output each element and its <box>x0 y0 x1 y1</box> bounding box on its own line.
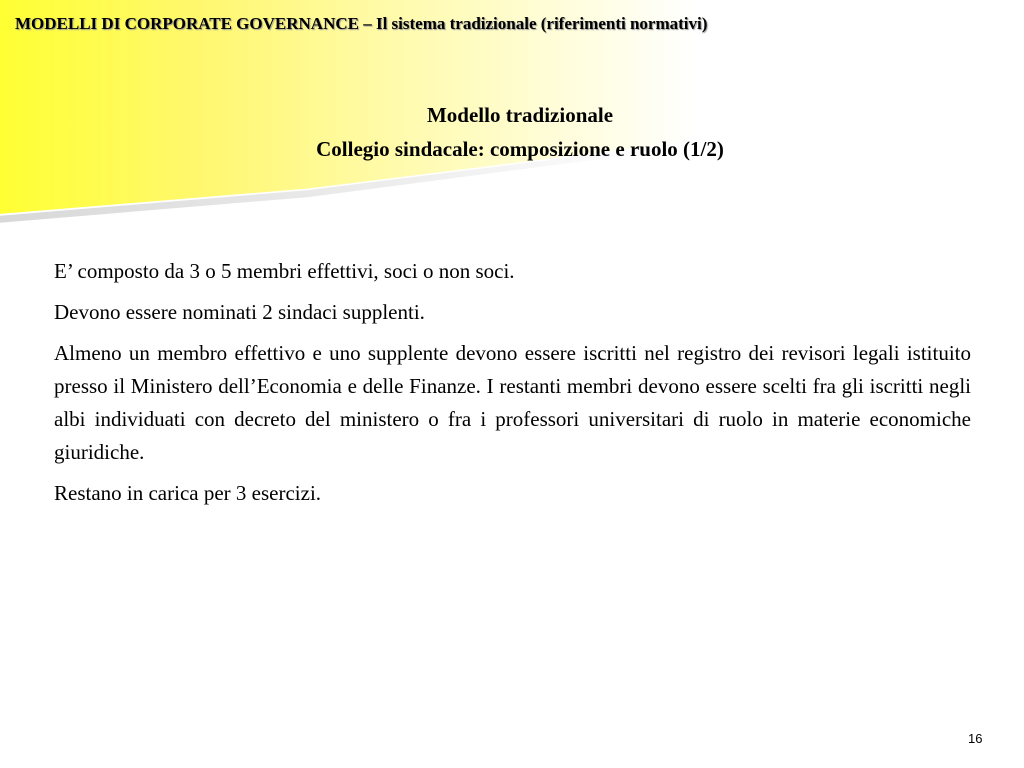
paragraph: E’ composto da 3 o 5 membri effettivi, soci o non soci. <box>54 259 515 283</box>
slide-body <box>54 255 971 518</box>
page-number: 16 <box>968 731 983 746</box>
paragraph: Restano in carica per 3 esercizi. <box>54 481 322 505</box>
slide-subtitle: Collegio sindacale: composizione e ruolo (1/2) <box>316 137 724 161</box>
section-header: MODELLI DI CORPORATE GOVERNANCE – Il sistema tradizionale (riferimenti normativi) <box>15 14 708 33</box>
slide-title: Modello tradizionale <box>426 103 614 127</box>
paragraph: Almeno un membro effettivo e uno supplente devono essere iscritti nel registro dei revisori legali istituito presso il Ministero dell’Economia e delle Finanze. I restanti membri devono essere scelti fra gli iscritti negli albi individuati con decreto del ministero o fra i professori universitari di ruolo in materie economiche giuridiche. <box>54 341 971 464</box>
paragraph: Devono essere nominati 2 sindaci supplenti. <box>54 300 425 324</box>
